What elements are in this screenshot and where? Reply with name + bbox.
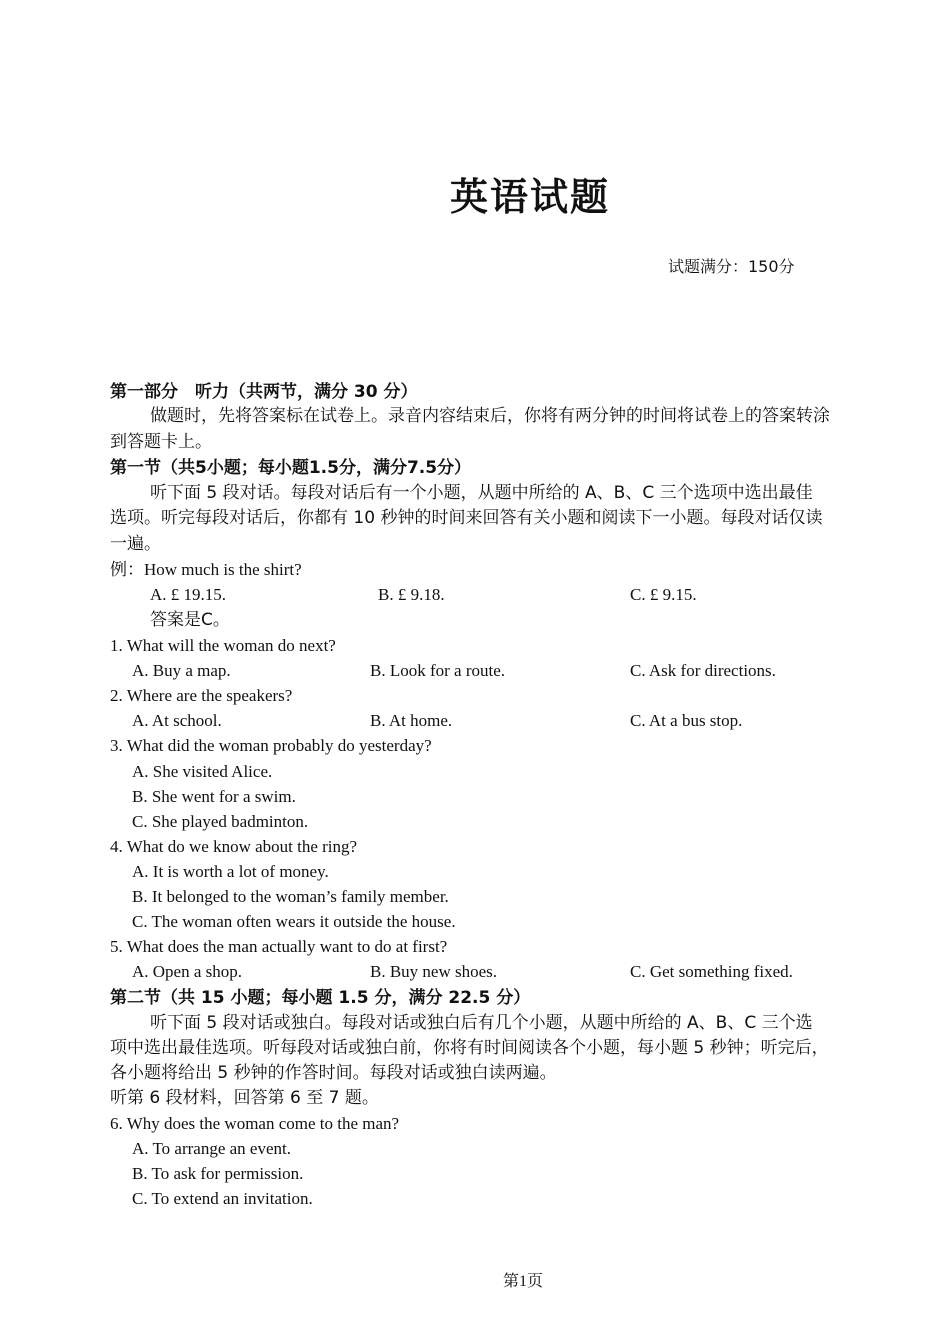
q4-option-a: A. It is worth a lot of money. [132, 862, 329, 881]
section2-instruction-3: 各小题将给出 5 秒钟的作答时间。每段对话或独白读两遍。 [110, 1063, 557, 1083]
q3-option-c: C. She played badminton. [132, 812, 309, 831]
q1-option-a: A. Buy a map. [132, 661, 231, 680]
q5-option-c: C. Get something fixed. [630, 962, 793, 981]
example-option-c: C. £ 9.15. [630, 585, 697, 604]
section2-instruction-2: 项中选出最佳选项。听每段对话或独白前，你将有时间阅读各个小题，每小题 5 秒钟；听完后， [110, 1038, 829, 1058]
q1-option-b: B. Look for a route. [370, 661, 506, 680]
q3-option-a: A. She visited Alice. [132, 762, 273, 781]
section1-instruction-2: 选项。听完每段对话后，你都有 10 秒钟的时间来回答有关小题和阅读下一小题。每段对话仅读 [110, 508, 823, 528]
question-5: 5. What does the man actually want to do at first? [110, 937, 448, 956]
section2-heading: 第二节（共 15 小题；每小题 1.5 分，满分 22.5 分） [110, 988, 531, 1008]
q4-option-c: C. The woman often wears it outside the house. [132, 912, 456, 931]
example-answer: 答案是C。 [150, 610, 230, 630]
q4-option-b: B. It belonged to the woman’s family member. [132, 887, 449, 906]
q2-option-b: B. At home. [370, 711, 453, 730]
part1-instruction-1: 做题时，先将答案标在试卷上。录音内容结束后，你将有两分钟的时间将试卷上的答案转涂 [150, 406, 830, 426]
q6-option-b: B. To ask for permission. [132, 1164, 304, 1183]
section1-instruction-3: 一遍。 [110, 534, 161, 554]
q1-option-c: C. Ask for directions. [630, 661, 776, 680]
question-1: 1. What will the woman do next? [110, 636, 336, 655]
q2-option-c: C. At a bus stop. [630, 711, 743, 730]
section1-heading: 第一节（共5小题；每小题1.5分，满分7.5分） [110, 458, 472, 478]
question-2: 2. Where are the speakers? [110, 686, 293, 705]
example-question: 例：How much is the shirt? [110, 560, 302, 579]
total-score: 试题满分：150分 [668, 257, 795, 276]
question-3: 3. What did the woman probably do yesterday? [110, 736, 432, 755]
page-number: 第1页 [502, 1273, 543, 1290]
q2-option-a: A. At school. [132, 711, 222, 730]
material-6-label: 听第 6 段材料，回答第 6 至 7 题。 [110, 1088, 379, 1108]
question-6: 6. Why does the woman come to the man? [110, 1114, 400, 1133]
q3-option-b: B. She went for a swim. [132, 787, 296, 806]
example-option-b: B. £ 9.18. [378, 585, 445, 604]
page-title: 英语试题 [449, 175, 610, 219]
q6-option-c: C. To extend an invitation. [132, 1189, 313, 1208]
part1-instruction-2: 到答题卡上。 [110, 432, 212, 452]
section2-instruction-1: 听下面 5 段对话或独白。每段对话或独白后有几个小题，从题中所给的 A、B、C 三个选 [150, 1013, 813, 1033]
example-option-a: A. £ 19.15. [150, 585, 227, 604]
section1-instruction-1: 听下面 5 段对话。每段对话后有一个小题，从题中所给的 A、B、C 三个选项中选出最佳 [150, 483, 813, 503]
q6-option-a: A. To arrange an event. [132, 1139, 291, 1158]
question-4: 4. What do we know about the ring? [110, 837, 358, 856]
q5-option-a: A. Open a shop. [132, 962, 243, 981]
q5-option-b: B. Buy new shoes. [370, 962, 498, 981]
part1-heading: 第一部分 听力（共两节，满分 30 分） [110, 382, 418, 402]
